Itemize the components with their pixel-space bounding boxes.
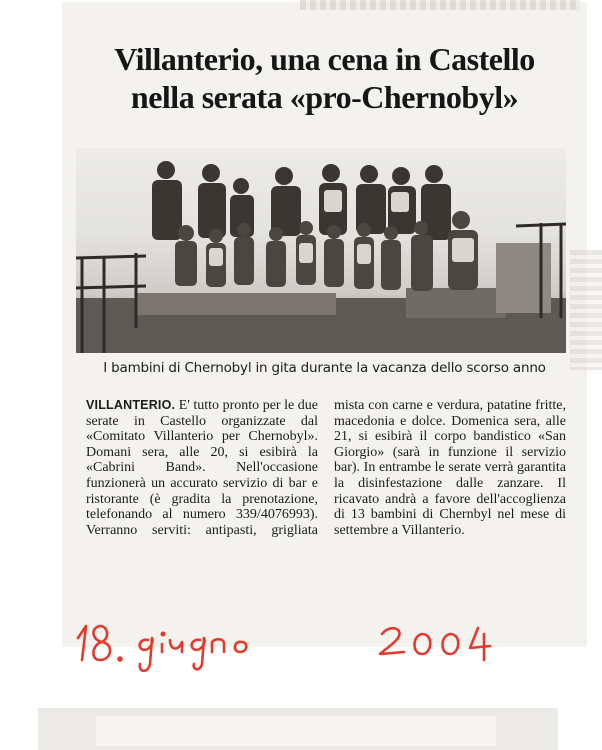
article-dateline: VILLANTERIO. — [86, 398, 176, 412]
headline-line-1: Villanterio, una cena in Castello — [114, 41, 535, 77]
handwritten-date — [70, 604, 530, 674]
article-text: E' tutto pronto per le due serate in Castello organizzate dal «Comitato Villanterio per Chernobyl». Domani sera, alle 20, si esibirà la «Cabrini Band». Nell'occasione funzionerà un accurato servizio di bar e ristorante (è gradita la prenotazione, telefonando al numero 339/4076993). Verranno serviti: antipasti, grigliata mista con carne e verdura, patatine fritte, macedonia e dolce. Domenica sera, alle 21, si esibirà il corpo bandistico «San Giorgio» (sarà in funzione il servizio bar). In entrambe le serate verrà garantita la disinfestazione dalle zanzare. Il ricavato andrà a favore dell'accoglienza di 13 bambini di Chernbyl nel mese di settembre a Villanterio. — [86, 398, 566, 538]
paper-scrap-inner — [96, 716, 496, 746]
bleed-through-texture-top — [300, 0, 580, 10]
group-photo-illustration — [76, 148, 566, 353]
article-paragraph — [86, 398, 566, 538]
article-headline — [62, 40, 587, 116]
group-photo — [76, 148, 566, 353]
handwritten-date-strokes — [70, 604, 530, 674]
photo-caption: I bambini di Chernobyl in gita durante la vacanza dello scorso anno — [103, 360, 546, 376]
bleed-through-texture-right — [570, 250, 602, 370]
article-body — [86, 398, 566, 598]
headline-line-2: nella serata «pro-Chernobyl» — [130, 79, 519, 115]
